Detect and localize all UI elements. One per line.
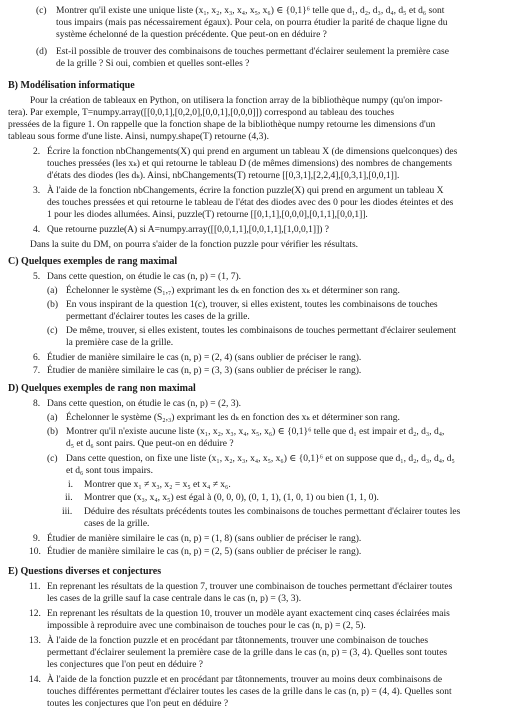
text-line: En vous inspirant de la question 1(c), trouver, si elles existent, toutes les combinaisons de touches <box>66 300 438 310</box>
text-line: les cases de la grille sauf la case centrale dans le cas (n, p) = (3, 3). <box>47 594 302 604</box>
item-label: (a) <box>47 286 58 296</box>
text-line: d'états des diodes (les dₖ). Ainsi, nbChangements(T) retourne [[0,3,1],[2,2,4],[0,3,1],[0,0,1]]. <box>47 171 400 181</box>
question-number: 6. <box>33 353 41 363</box>
text-line: Étudier de manière similaire le cas (n, p) = (2, 5) (sans oublier de préciser le rang). <box>47 547 362 557</box>
text-line: Échelonner le système (S₁,₇) exprimant les dₖ en fonction des xₖ et déterminer son rang. <box>66 286 400 296</box>
text-line: Montrer qu'il n'existe aucune liste (x₁, x₂, x₃, x₄, x₅, x₆) ∈ {0,1}⁶ telle que d₁ est impair et d₂, d₃, d₄, <box>66 427 445 437</box>
question-number: 3. <box>33 186 41 196</box>
text-line: Est-il possible de trouver des combinaisons de touches permettant d'éclairer seulement la première case <box>56 47 449 57</box>
text-line: En reprenant les résultats de la question 7, trouver une combinaison de touches permettant d'éclairer toutes <box>47 582 453 592</box>
item-label: (d) <box>36 47 48 57</box>
text-line: d₅ et d₆ sont pairs. Que peut-on en déduire ? <box>66 439 234 449</box>
text-line: Montrer qu'il existe une unique liste (x₁, x₂, x₃, x₄, x₅, x₆) ∈ {0,1}⁶ telle que d₁, d₂, d₃, d₄, d₅ et d₆ sont <box>56 6 445 16</box>
text-line: permettant d'éclairer toutes les cases de la grille. <box>66 312 250 322</box>
question-number: 14. <box>29 675 41 685</box>
item-label: (b) <box>47 427 59 437</box>
item-label: i. <box>68 480 74 490</box>
text-line: Écrire la fonction nbChangements(X) qui prend en argument un tableau X (de dimensions quelconques) des <box>47 147 458 157</box>
text-line: Étudier de manière similaire le cas (n, p) = (3, 3) (sans oublier de préciser le rang). <box>47 366 362 376</box>
section-title: E) Questions diverses et conjectures <box>8 566 162 577</box>
question-number: 7. <box>33 366 41 376</box>
item-label: (c) <box>47 454 58 464</box>
text-line: Étudier de manière similaire le cas (n, p) = (1, 8) (sans oublier de préciser le rang). <box>47 534 362 544</box>
question-number: 10. <box>29 547 41 557</box>
text-line: cases de la grille. <box>84 519 150 529</box>
text-line: En reprenant les résultats de la question 10, trouver un modèle ayant exactement cinq cases éclairées mais <box>47 609 450 619</box>
text-line: de la grille ? Si oui, combien et quelles sont-elles ? <box>56 59 250 69</box>
item-label: (c) <box>47 326 58 336</box>
text-line: impossible à reproduire avec une combinaison de touches pour le cas (n, p) = (2, 5). <box>47 621 366 631</box>
text-line: Dans cette question, on étudie le cas (n, p) = (2, 3). <box>47 399 241 409</box>
text-line: 1 pour les diodes allumées. Ainsi, puzzle(T) retourne [[0,1,1],[0,0,0],[0,1,1],[0,0,1]]. <box>47 210 368 220</box>
text-line: tous impairs (mais pas nécessairement égaux). Pour cela, on pourra étudier la parité de chaque ligne du <box>56 18 448 28</box>
question-number: 2. <box>33 147 41 157</box>
text-line: système échelonné de la question précédente. Que peut-on en déduire ? <box>56 30 327 40</box>
text-line: tera). Par exemple, T=numpy.array([[0,0,1],[0,2,0],[0,0,1],[0,0,0]]) correspond au tableau des touches <box>8 108 395 118</box>
text-line: Que retourne puzzle(A) si A=numpy.array([[0,0,1,1],[0,0,1,1],[1,0,0,1]]) ? <box>47 225 329 235</box>
text-line: et d₆ sont tous impairs. <box>66 466 153 476</box>
text-line: touches pressées (les xₖ) et qui retourne le tableau D (de mêmes dimensions) des nombres de changements <box>47 159 452 169</box>
text-line: À l'aide de la fonction puzzle et en procédant par tâtonnements, trouver une combinaison de touches <box>47 636 429 646</box>
text-line: Montrer que x₁ ≠ x₃, x₂ = x₅ et x₄ ≠ x₆. <box>84 480 231 490</box>
item-label: ii. <box>65 493 73 503</box>
text-line: toutes les conjectures que l'on peut en déduire ? <box>47 699 229 709</box>
section-title: D) Quelques exemples de rang non maximal <box>8 383 196 394</box>
text-line: Déduire des résultats précédents toutes les combinaisons de touches permettant d'éclairer toutes les <box>84 507 461 517</box>
text-line: Dans cette question, on fixe une liste (x₁, x₂, x₃, x₄, x₅, x₆) ∈ {0,1}⁶ et on suppose que d₁, d₂, d₃, d₄, d₅ <box>66 454 455 464</box>
text-line: les conjectures que l'on peut en déduire ? <box>47 660 204 670</box>
item-label: (b) <box>47 300 59 310</box>
text-line: Dans cette question, on étudie le cas (n, p) = (1, 7). <box>47 272 241 282</box>
text-line: De même, trouver, si elles existent, toutes les combinaisons de touches permettant d'éclairer seulement <box>66 326 457 336</box>
text-line: Échelonner le système (S₂,₃) exprimant les dₖ en fonction des xₖ et déterminer son rang. <box>66 413 400 423</box>
text-line: Pour la création de tableaux en Python, on utilisera la fonction array de la bibliothèque numpy (qu'on impor- <box>30 96 443 106</box>
text-line: À l'aide de la fonction nbChangements, écrire la fonction puzzle(X) qui prend en argument un tableau X <box>47 186 444 196</box>
item-label: (a) <box>47 413 58 423</box>
question-number: 13. <box>29 636 41 646</box>
question-number: 8. <box>33 399 41 409</box>
text-line: des touches pressées et qui retourne le tableau de l'état des diodes avec des 0 pour les diodes éteintes et des <box>47 198 454 208</box>
question-number: 5. <box>33 272 41 282</box>
text-line: la première case de la grille. <box>66 338 174 348</box>
question-number: 9. <box>33 534 41 544</box>
text-line: À l'aide de la fonction puzzle et en procédant par tâtonnements, trouver au moins deux combinaisons de <box>47 675 443 685</box>
text-line: Montrer que (x₃, x₄, x₅) est égal à (0, 0, 0), (0, 1, 1), (1, 0, 1) ou bien (1, 1, 0). <box>84 493 379 503</box>
text-line: pressées de la figure 1. On rappelle que la fonction shape de la bibliothèque numpy retourne les dimensions d'un <box>8 120 436 130</box>
item-label: iii. <box>62 507 73 517</box>
text-line: Dans la suite du DM, on pourra s'aider de la fonction puzzle pour vérifier les résultats. <box>30 240 359 250</box>
question-number: 4. <box>33 225 41 235</box>
section-title: C) Quelques exemples de rang maximal <box>8 256 178 267</box>
item-label: (c) <box>36 6 47 16</box>
section-title: B) Modélisation informatique <box>8 80 135 91</box>
text-line: Étudier de manière similaire le cas (n, p) = (2, 4) (sans oublier de préciser le rang). <box>47 353 362 363</box>
question-number: 11. <box>29 582 41 592</box>
text-line: permettant d'éclairer seulement la première case de la grille dans le cas (n, p) = (3, 4). Quelles sont toutes <box>47 648 448 658</box>
question-number: 12. <box>29 609 41 619</box>
text-line: tableau sous forme d'une liste. Ainsi, numpy.shape(T) retourne (4,3). <box>8 132 269 142</box>
text-line: touches différentes permettant d'éclairer toutes les cases de la grille dans le cas (n, p) = (4, 4). Quelles sont <box>47 687 452 697</box>
